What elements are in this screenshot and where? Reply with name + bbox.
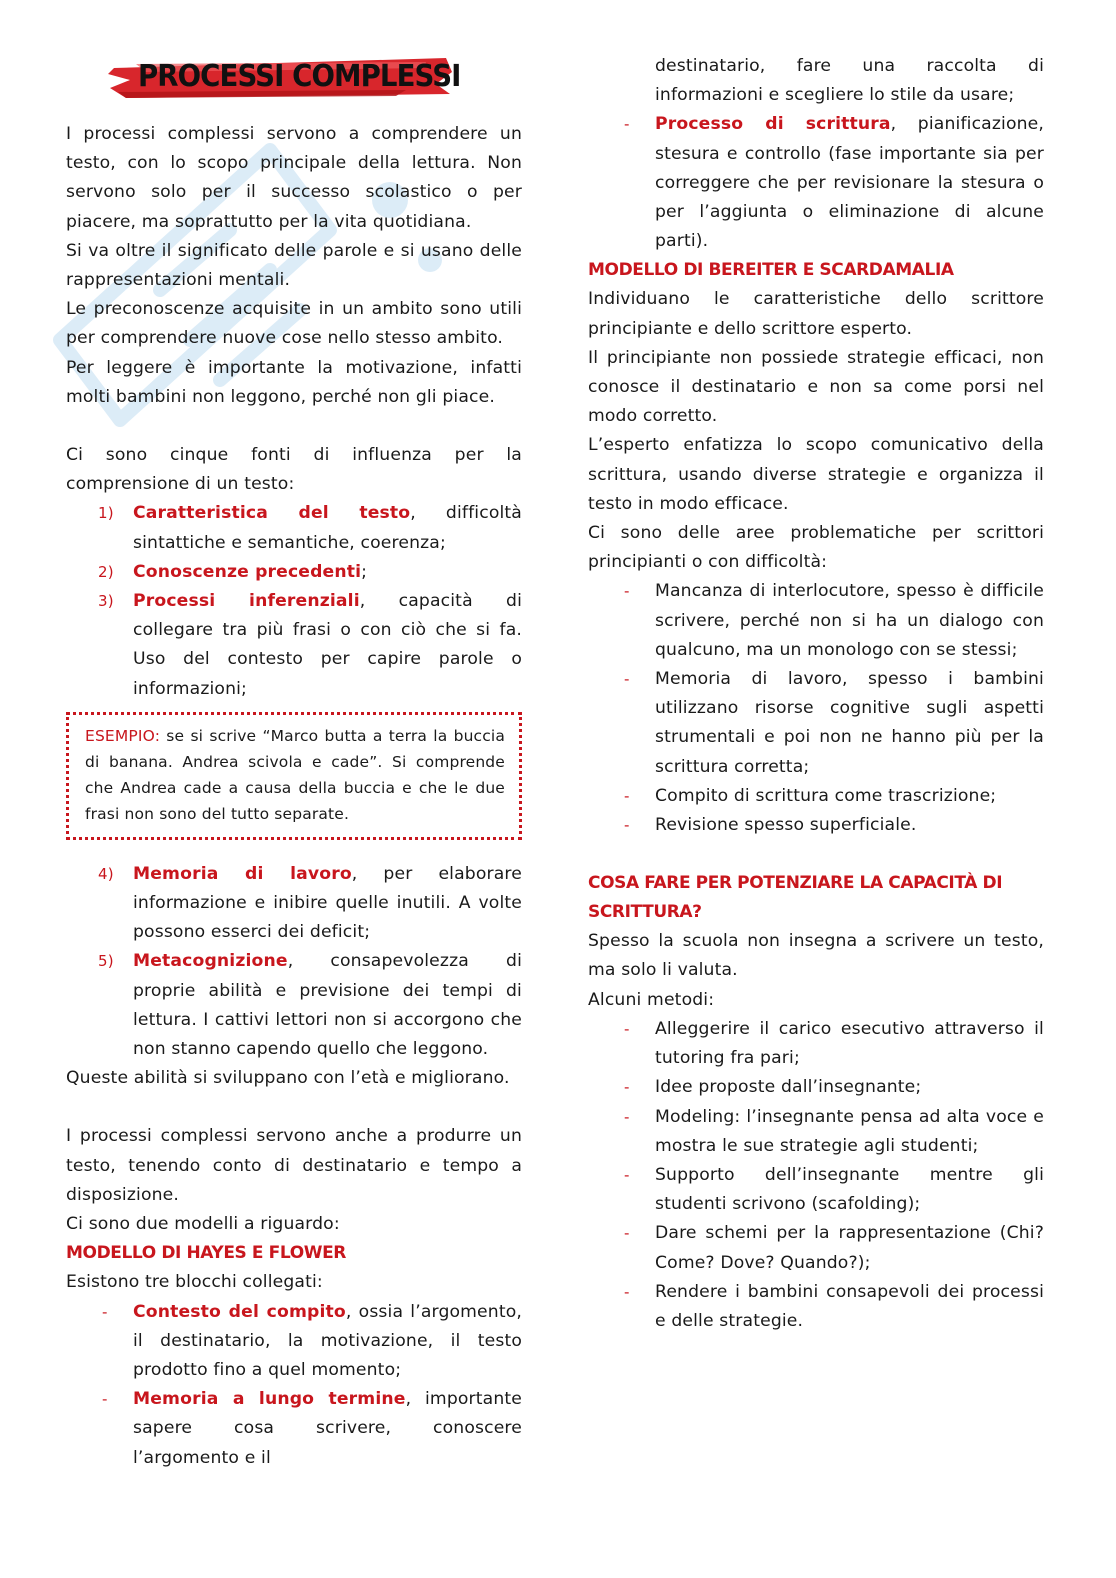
hayes-blocks-list-continued	[588, 52, 1044, 256]
methods-list	[588, 1015, 1044, 1336]
dash-bullet: -	[624, 115, 630, 134]
improve-writing-heading: COSA FARE PER POTENZIARE LA CAPACITÀ DI SCRITTURA?	[588, 873, 1003, 923]
bereiter-scardamalia-heading: MODELLO DI BEREITER E SCARDAMALIA	[588, 260, 954, 281]
dash-bullet: -	[624, 1224, 630, 1243]
list-item	[588, 811, 1044, 840]
list-item	[588, 1015, 1044, 1073]
list-item	[66, 860, 522, 948]
item-number: 2)	[98, 562, 114, 581]
item-text: Dare schemi per la rappresentazione (Chi? Come? Dove? Quando?);	[655, 1223, 1044, 1273]
dash-bullet: -	[624, 1282, 630, 1301]
bereiter-paragraph: Il principiante non possiede strategie efficaci, non conosce il destinatario e non sa come porsi nel modo corretto.	[588, 347, 1044, 427]
item-term: Memoria di lavoro	[133, 863, 352, 884]
list-item	[66, 499, 522, 557]
dash-bullet: -	[624, 1165, 630, 1184]
list-item	[66, 1298, 522, 1386]
item-text: , consapevolezza di proprie abilità e previsione dei tempi di lettura. I cattivi lettori non si accorgono che non stanno capendo quello che leggono.	[133, 951, 522, 1060]
item-text: , importante sapere cosa scrivere, conoscere l’argomento e il	[133, 1389, 522, 1468]
right-column	[588, 52, 1044, 1336]
intro-paragraph: Per leggere è importante la motivazione, infatti molti bambini non leggono, perché non gli piace.	[66, 357, 522, 407]
bereiter-paragraph: Individuano le caratteristiche dello scrittore principiante e dello scrittore esperto.	[588, 289, 1044, 339]
intro-paragraph: I processi complessi servono a comprendere un testo, con lo scopo principale della lettura. Non servono solo per il successo scolastico o per piacere, ma soprattutto per la vita quotidiana.	[66, 124, 522, 232]
sources-intro: Ci sono cinque fonti di influenza per la comprensione di un testo:	[66, 445, 522, 495]
item-text: Compito di scrittura come trascrizione;	[655, 785, 997, 806]
list-item	[588, 577, 1044, 665]
example-text: se si scrive “Marco butta a terra la buccia di banana. Andrea scivola e cade”. Si comprende che Andrea cade a causa della buccia e che le due frasi non sono del tutto separate.	[85, 726, 505, 823]
item-text: , capacità di collegare tra più frasi o con ciò che si fa. Uso del contesto per capire parole o informazioni;	[133, 591, 522, 699]
bereiter-paragraph: L’esperto enfatizza lo scopo comunicativo della scrittura, usando diverse strategie e organizza il testo in modo efficace.	[588, 435, 1044, 514]
left-column	[66, 52, 522, 1473]
item-term: Processi inferenziali	[133, 591, 360, 612]
item-text: Mancanza di interlocutore, spesso è difficile scrivere, perché non si ha un dialogo con qualcuno, ma un monologo con se stessi;	[655, 581, 1044, 660]
item-number: 5)	[98, 952, 114, 971]
item-text: destinatario, fare una raccolta di informazioni e scegliere lo stile da usare;	[655, 56, 1044, 106]
item-term: Memoria a lungo termine	[133, 1389, 406, 1410]
sources-outro: Queste abilità si sviluppano con l’età e migliorano.	[66, 1068, 510, 1089]
list-item	[66, 1385, 522, 1473]
bereiter-paragraph: Ci sono delle aree problematiche per scrittori principianti o con difficoltà:	[588, 523, 1044, 573]
models-intro: Ci sono due modelli a riguardo:	[66, 1214, 340, 1235]
problem-areas-list	[588, 577, 1044, 840]
item-term: Contesto del compito	[133, 1301, 346, 1322]
item-number: 4)	[98, 864, 114, 883]
item-text: , pianificazione, stesura e controllo (fase importante sia per correggere che per revisionare la stesura o per l’aggiunta o eliminazione di alcune parti).	[655, 114, 1044, 252]
list-item	[588, 665, 1044, 782]
list-item	[588, 1161, 1044, 1219]
intro-paragraph: Si va oltre il significato delle parole e si usano delle rappresentazioni mentali.	[66, 240, 522, 291]
list-item	[588, 1278, 1044, 1336]
list-item	[588, 110, 1044, 256]
item-text: Idee proposte dall’insegnante;	[655, 1077, 922, 1098]
hayes-intro: Esistono tre blocchi collegati:	[66, 1272, 323, 1293]
list-item	[66, 558, 522, 587]
example-label: ESEMPIO:	[85, 726, 161, 745]
page-title: PROCESSI COMPLESSI	[138, 59, 461, 94]
dash-bullet: -	[624, 1078, 630, 1097]
list-item	[588, 1103, 1044, 1161]
sources-list	[66, 499, 522, 703]
dash-bullet: -	[624, 1107, 630, 1126]
list-item	[588, 1219, 1044, 1277]
list-item-continuation	[588, 52, 1044, 110]
example-box	[66, 712, 522, 840]
item-text: Memoria di lavoro, spesso i bambini utilizzano risorse cognitive sugli aspetti strumentali e poi non ne hanno più per la scrittura corretta;	[655, 669, 1044, 777]
item-text: , per elaborare informazione e inibire quelle inutili. A volte possono esserci dei deficit;	[133, 863, 522, 943]
item-number: 3)	[98, 592, 114, 611]
item-term: Conoscenze precedenti	[133, 561, 362, 582]
improve-paragraph: Spesso la scuola non insegna a scrivere un testo, ma solo li valuta.	[588, 931, 1044, 981]
intro-paragraph: Le preconoscenze acquisite in un ambito sono utili per comprendere nuove cose nello stesso ambito.	[66, 299, 522, 349]
item-text: Alleggerire il carico esecutivo attraverso il tutoring fra pari;	[655, 1018, 1044, 1069]
dash-bullet: -	[624, 816, 630, 835]
list-item	[588, 782, 1044, 811]
dash-bullet: -	[624, 670, 630, 689]
dash-bullet: -	[102, 1302, 108, 1321]
item-term: Caratteristica del testo	[133, 503, 411, 524]
dash-bullet: -	[102, 1390, 108, 1409]
production-paragraph: I processi complessi servono anche a produrre un testo, tenendo conto di destinatario e tempo a disposizione.	[66, 1126, 522, 1205]
sources-list-continued	[66, 860, 522, 1064]
item-text: , difficoltà sintattiche e semantiche, coerenza;	[133, 503, 522, 553]
item-term: Processo di scrittura	[655, 114, 891, 135]
dash-bullet: -	[624, 582, 630, 601]
item-text: Rendere i bambini consapevoli dei processi e delle strategie.	[655, 1281, 1044, 1331]
item-text: , ossia l’argomento, il destinatario, la motivazione, il testo prodotto fino a quel momento;	[133, 1301, 522, 1380]
list-item	[66, 947, 522, 1064]
title-block	[66, 52, 522, 112]
dash-bullet: -	[624, 1019, 630, 1038]
dash-bullet: -	[624, 786, 630, 805]
item-term: Metacognizione	[133, 951, 288, 972]
item-text: ;	[361, 561, 368, 582]
item-text: Revisione spesso superficiale.	[655, 815, 917, 836]
list-item	[588, 1073, 1044, 1102]
hayes-flower-heading: MODELLO DI HAYES E FLOWER	[66, 1243, 346, 1264]
item-text: Supporto dell’insegnante mentre gli studenti scrivono (scafolding);	[655, 1164, 1044, 1215]
improve-paragraph: Alcuni metodi:	[588, 989, 715, 1010]
list-item	[66, 587, 522, 704]
item-number: 1)	[98, 504, 114, 523]
item-text: Modeling: l’insegnante pensa ad alta voce e mostra le sue strategie agli studenti;	[655, 1106, 1044, 1156]
hayes-blocks-list	[66, 1298, 522, 1473]
